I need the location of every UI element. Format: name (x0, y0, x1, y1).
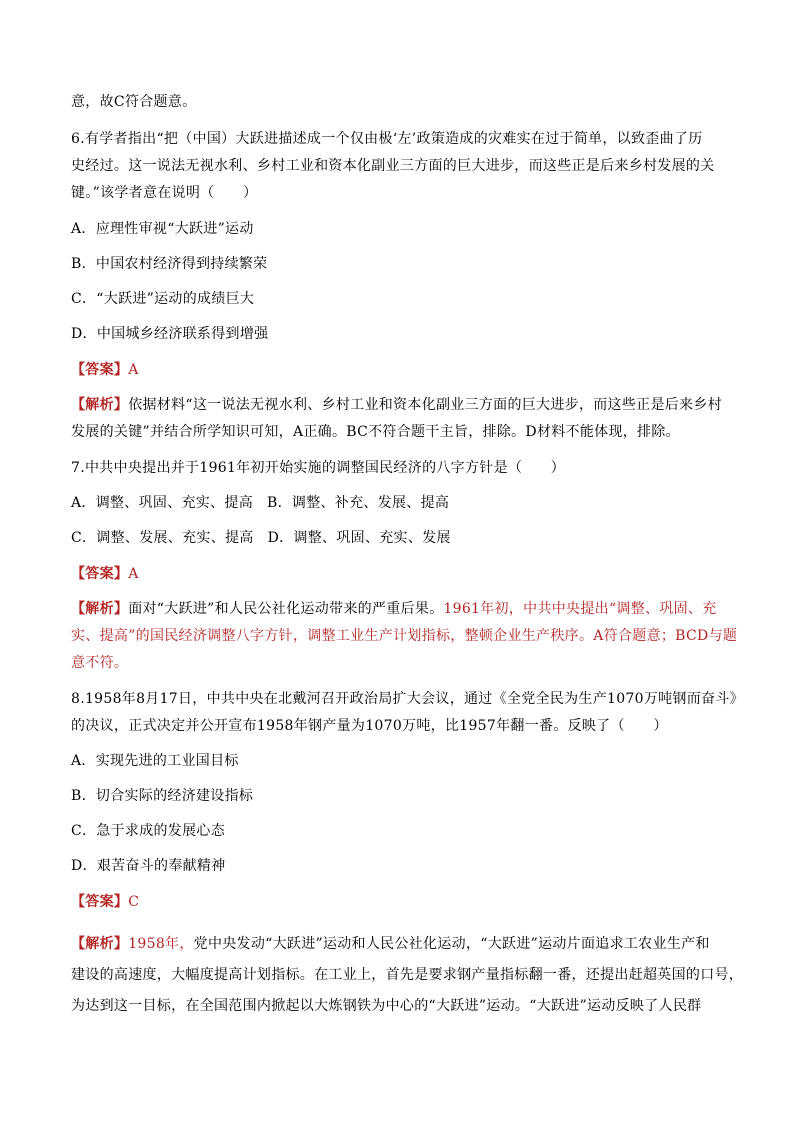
q7-analysis-line-2: 实、提高”的国民经济调整八字方针，调整工业生产计划指标，整顿企业生产秩序。A符合题意；BCD与题 (71, 628, 738, 644)
q6-option-c: C．“大跃进”运动的成绩巨大 (71, 291, 255, 307)
analysis-highlight: 1961年初，中共中央提出“调整、巩固、充 (443, 601, 717, 617)
answer-label: 【答案】 (71, 894, 129, 910)
q8-analysis-line-3: 为达到这一目标，在全国范围内掀起以大炼钢铁为中心的“大跃进”运动。“大跃进”运动反映了人民群 (71, 998, 702, 1014)
q8-analysis-line-2: 建设的高速度，大幅度提高计划指标。在工业上，首先是要求钢产量指标翻一番，还提出赶超英国的口号， (71, 967, 744, 983)
q8-option-c: C．急于求成的发展心态 (71, 823, 226, 839)
q8-stem-line-2: 的决议，正式决定并公开宣布1958年钢产量为1070万吨，比1957年翻一番。反映了（ ） (71, 718, 668, 734)
q8-stem-line-1: 8.1958年8月17日，中共中央在北戴河召开政治局扩大会议，通过《全党全民为生产1070万吨钢而奋斗》 (71, 691, 744, 707)
analysis-text: 党中央发动“大跃进”运动和人民公社化运动，“大跃进”运动片面追求工农业生产和 (193, 936, 710, 952)
q8-analysis-line-1 (71, 935, 710, 953)
analysis-label: 【解析】 (71, 601, 129, 617)
answer-value: A (128, 362, 139, 378)
q6-option-b: B．中国农村经济得到持续繁荣 (71, 256, 268, 272)
answer-value: C (128, 894, 140, 910)
q7-analysis-line-1 (71, 600, 717, 618)
q7-options-row-1 (71, 494, 449, 512)
q6-analysis-line-1 (71, 396, 722, 414)
q6-option-d: D．中国城乡经济联系得到增强 (71, 326, 269, 342)
q6-answer (71, 361, 139, 379)
q6-stem-line-3: 键。”该学者意在说明（ ） (71, 185, 258, 201)
q8-option-a: A．实现先进的工业国目标 (71, 753, 239, 769)
q8-option-d: D．艰苦奋斗的奉献精神 (71, 858, 226, 874)
q8-option-b: B．切合实际的经济建设指标 (71, 788, 254, 804)
analysis-text: 依据材料“这一说法无视水利、乡村工业和资本化副业三方面的巨大进步，而这些正是后来乡村 (128, 397, 722, 413)
q7-analysis-line-3: 意不符。 (71, 655, 129, 671)
q6-analysis-line-2: 发展的关键”并结合所学知识可知，A正确。BC不符合题干主旨，排除。D材料不能体现，排除。 (71, 424, 680, 440)
q7-answer (71, 565, 139, 583)
answer-label: 【答案】 (71, 566, 129, 582)
analysis-text: 面对“大跃进”和人民公社化运动带来的严重后果。 (128, 601, 444, 617)
analysis-highlight: 1958年， (128, 936, 194, 952)
analysis-label: 【解析】 (71, 936, 129, 952)
q6-stem-line-1: 6.有学者指出“把（中国）大跃进描述成一个仅由极‘左’政策造成的灾难实在过于简单，以致歪曲了历 (71, 131, 703, 147)
q7-options-row-2 (71, 529, 451, 547)
analysis-label: 【解析】 (71, 397, 129, 413)
q7-stem-line-1: 7.中共中央提出并于1961年初开始实施的调整国民经济的八字方针是（ ） (71, 460, 566, 476)
q6-option-a: A．应理性审视“大跃进”运动 (71, 221, 254, 237)
q7-option-c: C．调整、发展、充实、提高 (71, 530, 254, 546)
q7-option-a: A．调整、巩固、充实、提高 (71, 495, 254, 511)
answer-value: A (128, 566, 139, 582)
answer-label: 【答案】 (71, 362, 129, 378)
q7-option-b: B．调整、补充、发展、提高 (267, 495, 450, 511)
q6-stem-line-2: 史经过。这一说法无视水利、乡村工业和资本化副业三方面的巨大进步，而这些正是后来乡村发展的关 (71, 158, 715, 174)
q7-option-d: D．调整、巩固、充实、发展 (267, 530, 451, 546)
q8-answer (71, 893, 139, 911)
previous-analysis-tail: 意，故C符合题意。 (71, 94, 197, 110)
